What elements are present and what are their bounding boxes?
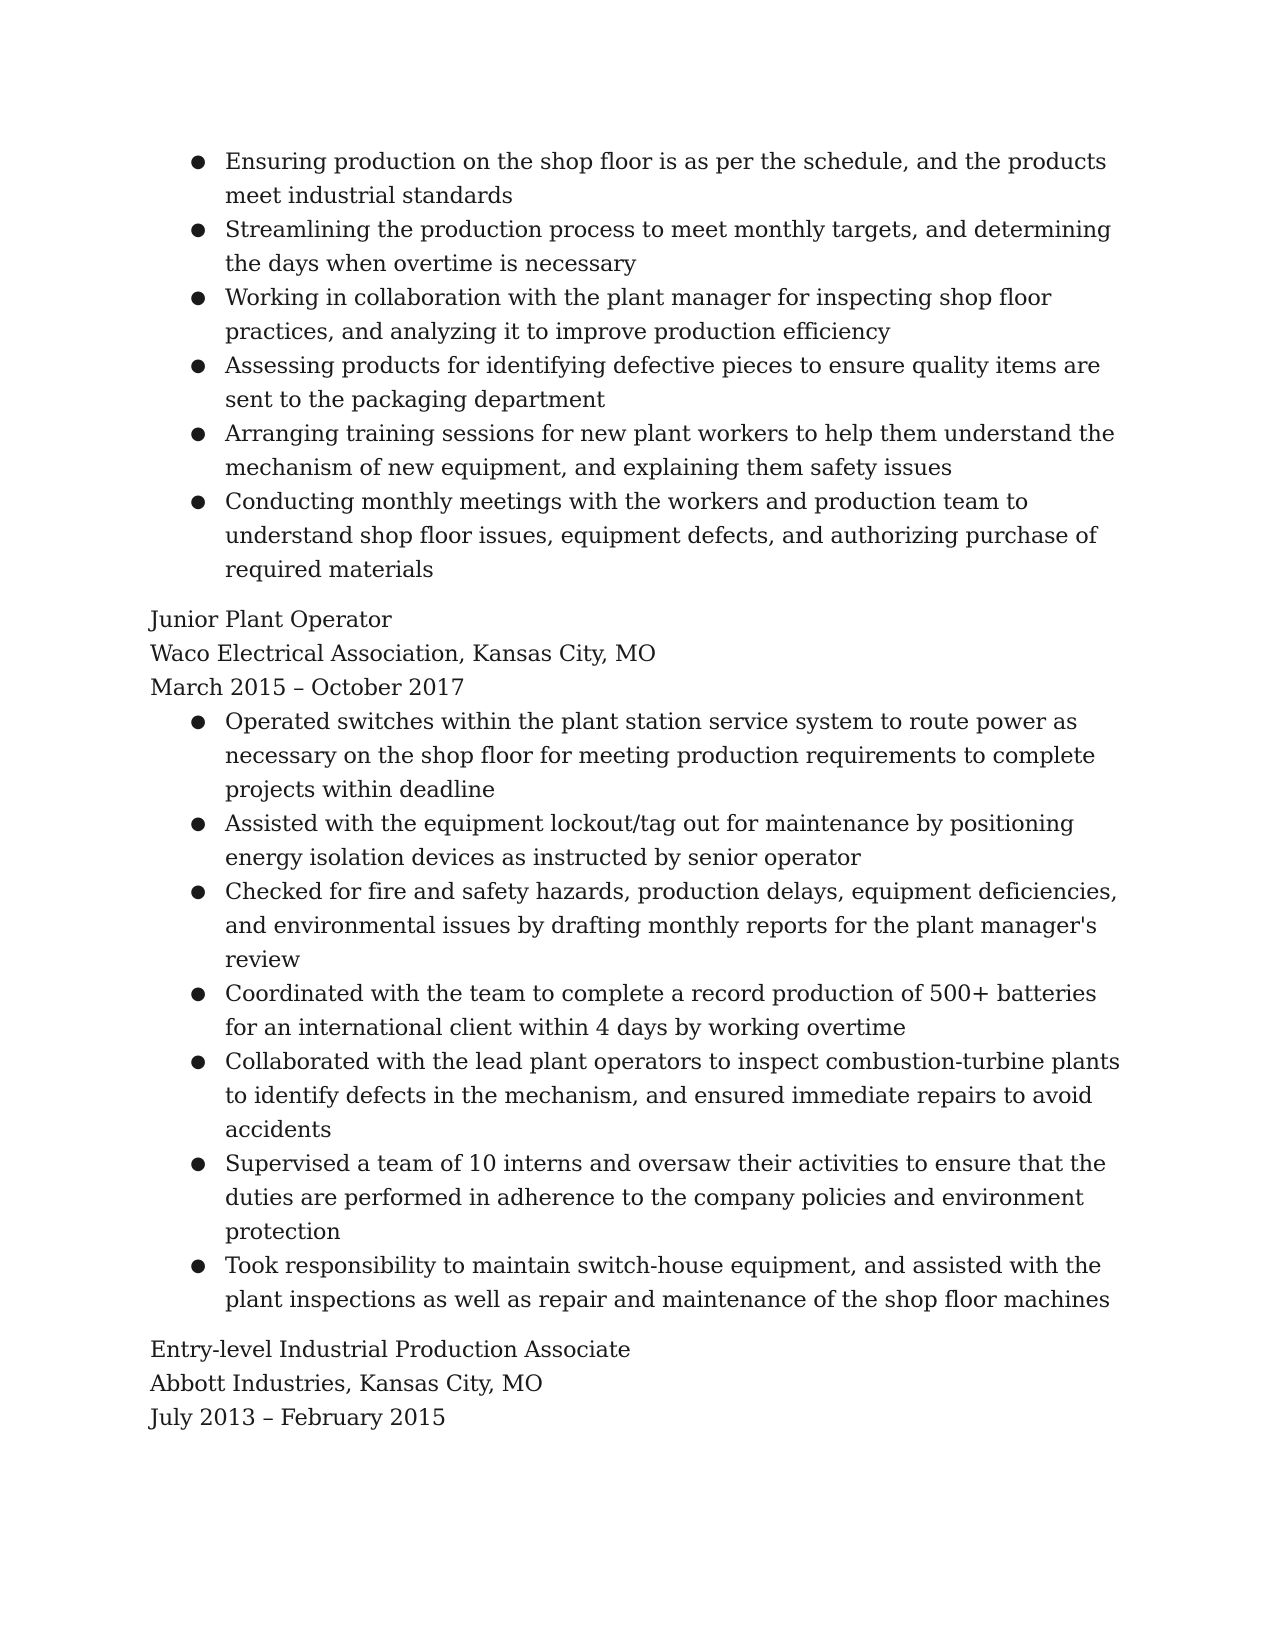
bullet-text: Took responsibility to maintain switch-house equipment, and assisted with the plant inspections as well as repair and maintenance of the shop floor machines xyxy=(225,1253,1110,1313)
job-header-junior-plant-operator xyxy=(150,603,1125,705)
bullet-icon: ● xyxy=(190,287,206,308)
job-dates: July 2013 – February 2015 xyxy=(150,1405,446,1431)
list-item xyxy=(150,1045,1125,1147)
bullet-icon: ● xyxy=(190,813,206,834)
bullet-text: Operated switches within the plant station service system to route power as necessary on the shop floor for meeting production requirements to complete projects within deadline xyxy=(225,709,1096,803)
current-job-bullet-list xyxy=(150,145,1125,587)
list-item xyxy=(150,807,1125,875)
list-item xyxy=(150,417,1125,485)
bullet-icon: ● xyxy=(190,219,206,240)
bullet-text: Checked for fire and safety hazards, production delays, equipment deficiencies, and environmental issues by drafting monthly reports for the plant manager's review xyxy=(225,879,1118,973)
list-item xyxy=(150,145,1125,213)
list-item xyxy=(150,705,1125,807)
bullet-icon: ● xyxy=(190,881,206,902)
bullet-text: Conducting monthly meetings with the workers and production team to understand shop floor issues, equipment defects, and authorizing purchase of required materials xyxy=(225,489,1097,583)
list-item xyxy=(150,349,1125,417)
list-item xyxy=(150,281,1125,349)
list-item xyxy=(150,1147,1125,1249)
job-company: Abbott Industries, Kansas City, MO xyxy=(150,1371,543,1397)
bullet-icon: ● xyxy=(190,355,206,376)
bullet-text: Arranging training sessions for new plant workers to help them understand the mechanism of new equipment, and explaining them safety issues xyxy=(225,421,1115,481)
bullet-text: Collaborated with the lead plant operators to inspect combustion-turbine plants to identify defects in the mechanism, and ensured immediate repairs to avoid accidents xyxy=(225,1049,1120,1143)
job-header-entry-level-associate xyxy=(150,1333,1125,1435)
bullet-text: Coordinated with the team to complete a record production of 500+ batteries for an international client within 4 days by working overtime xyxy=(225,981,1097,1041)
list-item xyxy=(150,213,1125,281)
bullet-text: Assessing products for identifying defective pieces to ensure quality items are sent to the packaging department xyxy=(225,353,1101,413)
job-title: Junior Plant Operator xyxy=(150,607,392,633)
list-item xyxy=(150,875,1125,977)
bullet-icon: ● xyxy=(190,1153,206,1174)
bullet-icon: ● xyxy=(190,423,206,444)
bullet-text: Working in collaboration with the plant manager for inspecting shop floor practices, and analyzing it to improve production efficiency xyxy=(225,285,1052,345)
list-item xyxy=(150,485,1125,587)
bullet-text: Ensuring production on the shop floor is as per the schedule, and the products meet industrial standards xyxy=(225,149,1107,209)
job-title: Entry-level Industrial Production Associate xyxy=(150,1337,631,1363)
junior-plant-operator-bullet-list xyxy=(150,705,1125,1317)
bullet-icon: ● xyxy=(190,151,206,172)
bullet-icon: ● xyxy=(190,1051,206,1072)
list-item xyxy=(150,1249,1125,1317)
resume-content xyxy=(150,145,1125,1435)
list-item xyxy=(150,977,1125,1045)
bullet-icon: ● xyxy=(190,711,206,732)
bullet-icon: ● xyxy=(190,1255,206,1276)
job-company: Waco Electrical Association, Kansas City, MO xyxy=(150,641,656,667)
bullet-text: Assisted with the equipment lockout/tag out for maintenance by positioning energy isolation devices as instructed by senior operator xyxy=(225,811,1075,871)
bullet-icon: ● xyxy=(190,983,206,1004)
job-dates: March 2015 – October 2017 xyxy=(150,675,465,701)
bullet-text: Streamlining the production process to meet monthly targets, and determining the days when overtime is necessary xyxy=(225,217,1111,277)
bullet-text: Supervised a team of 10 interns and oversaw their activities to ensure that the duties are performed in adherence to the company policies and environment protection xyxy=(225,1151,1106,1245)
bullet-icon: ● xyxy=(190,491,206,512)
